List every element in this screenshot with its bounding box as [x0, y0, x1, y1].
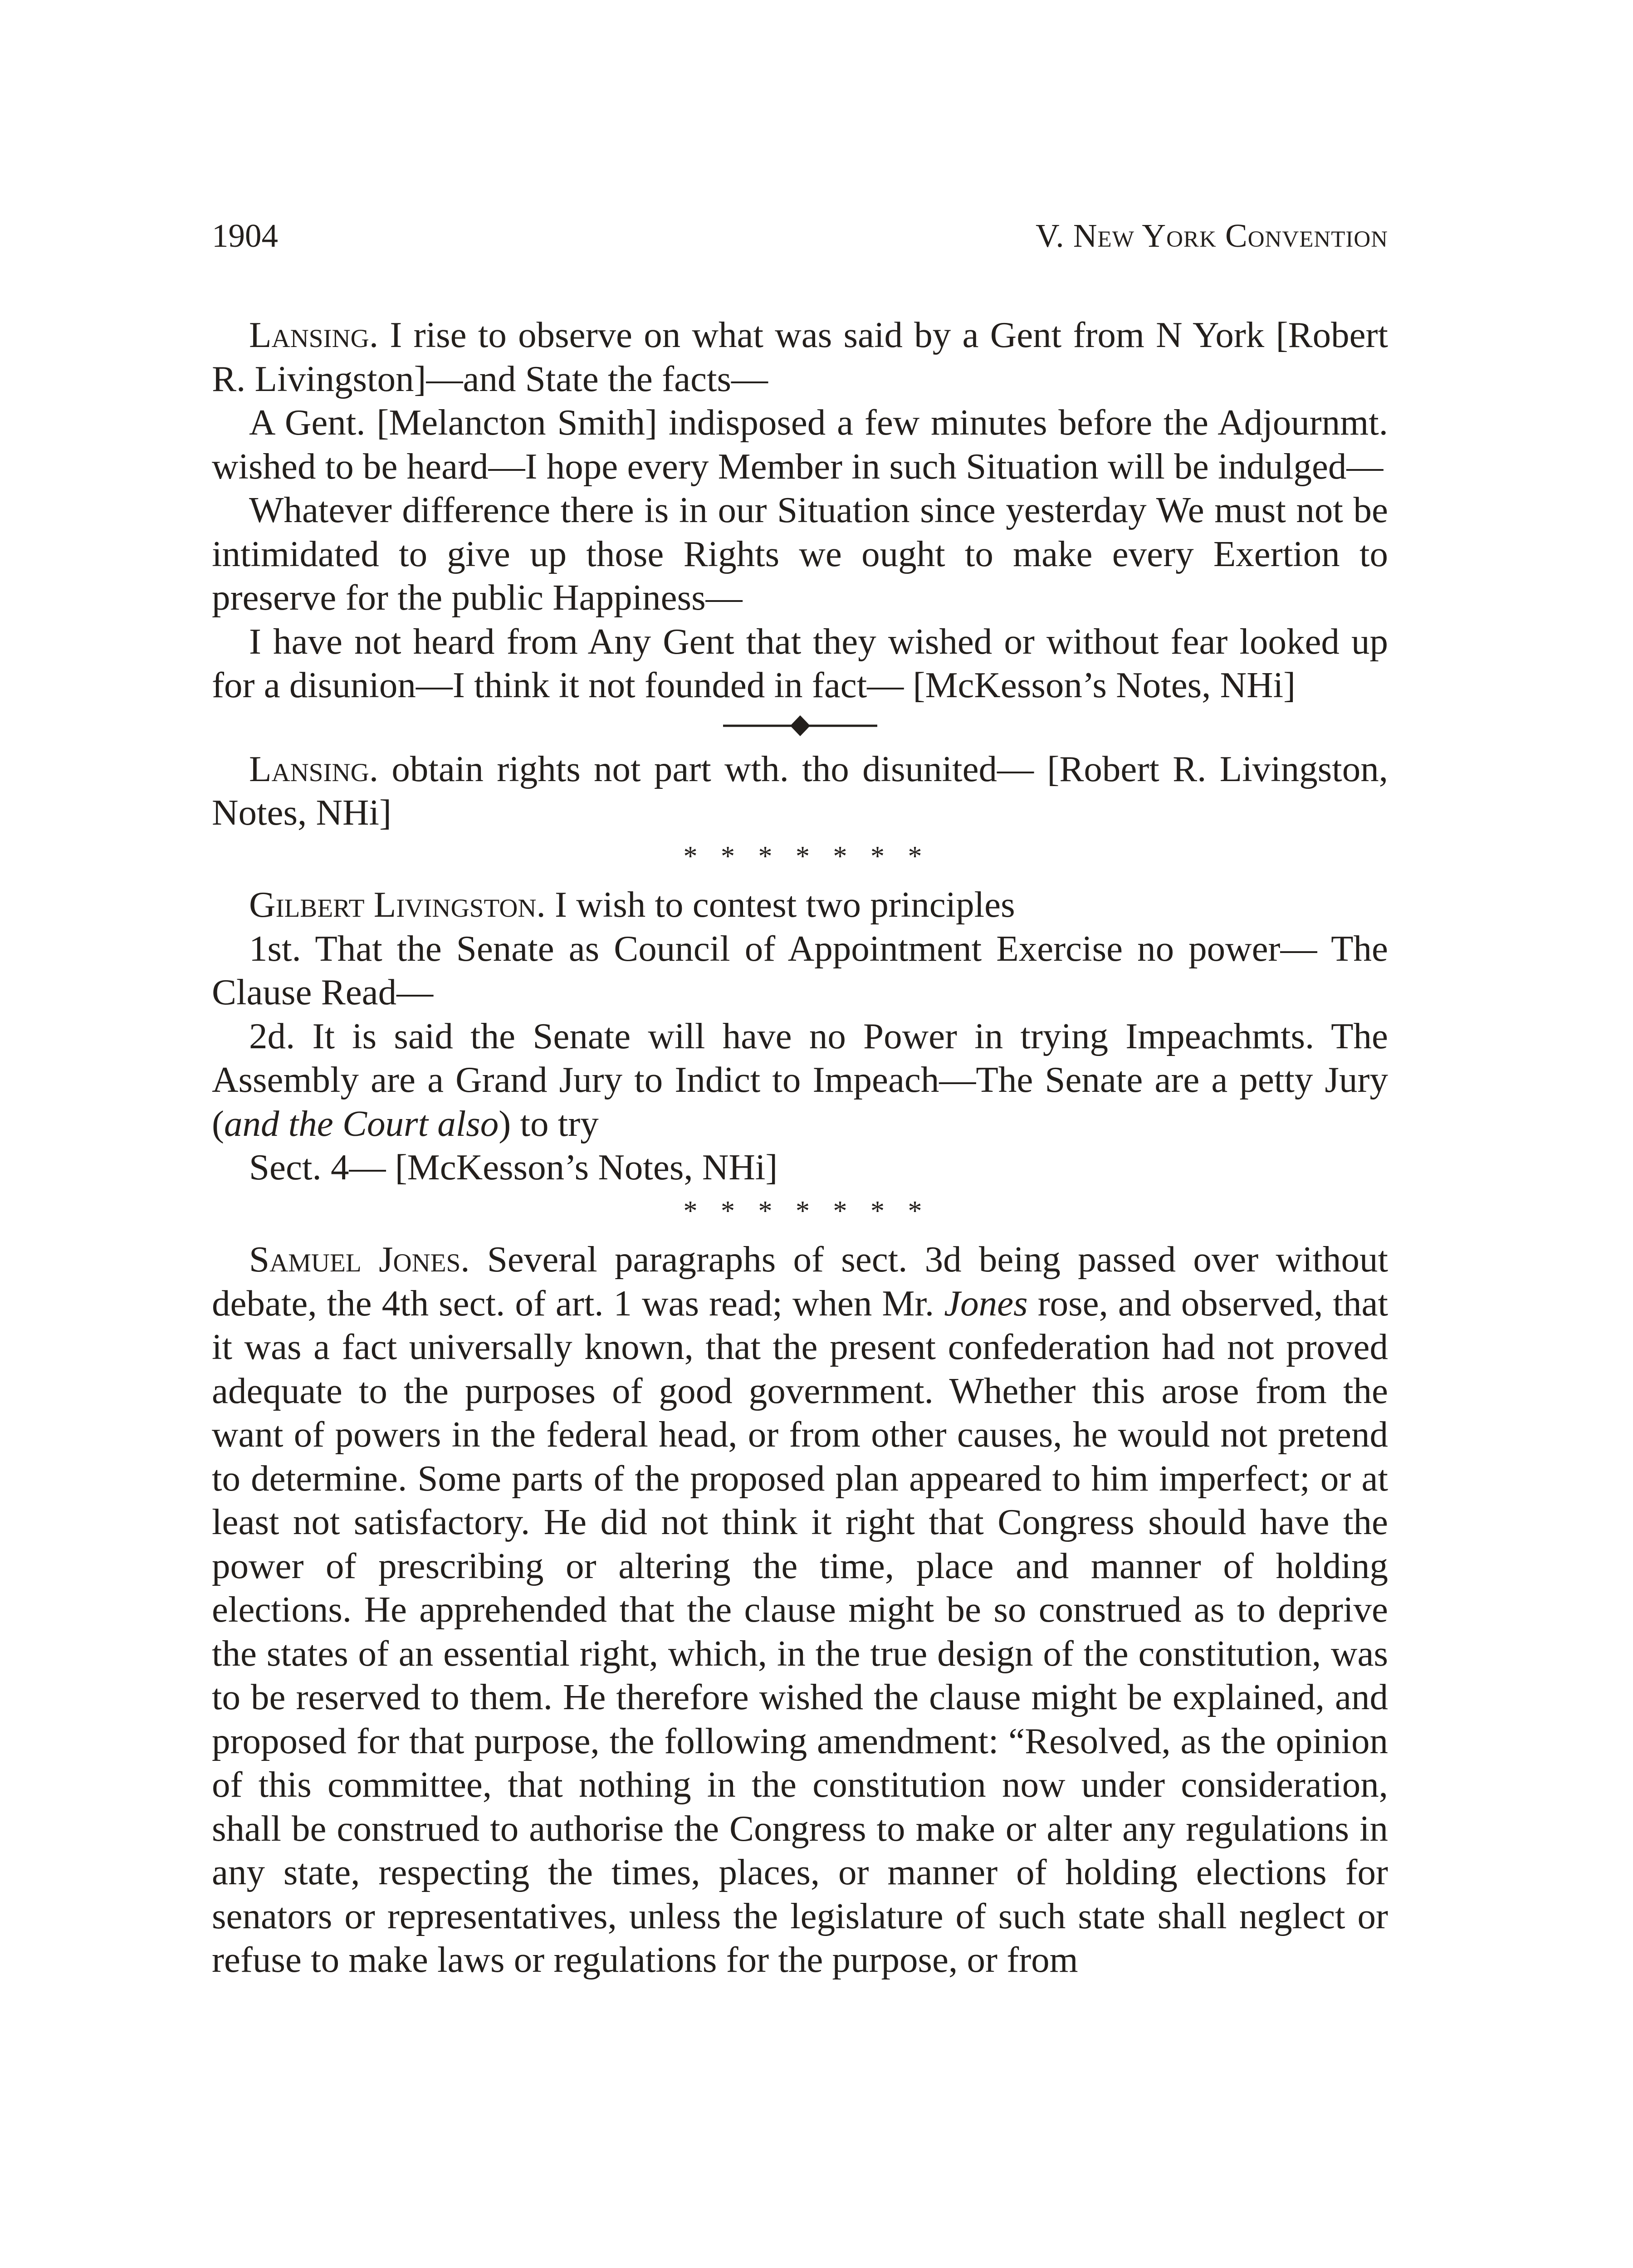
speaker-name: Samuel Jones. — [249, 1239, 470, 1280]
section-separator: * * * * * * * — [683, 841, 930, 872]
section-separator: * * * * * * * — [683, 1195, 930, 1227]
italic-text: Jones — [944, 1282, 1028, 1324]
paragraph: A Gent. [Melancton Smith] indisposed a few minutes before the Adjournmt. wished to be heard—I hope every Member in such Situation will be indulged— — [212, 402, 1388, 487]
paragraph: Samuel Jones. Several paragraphs of sect. 3d being passed over without debate, the 4th sect. of art. 1 was read; when Mr. Jones rose, and observed, that it was a fact universally known, that the present confederation had not proved adequate to the purposes of good government. Whether this arose from the want of powers in the federal head, or from other causes, he would not pretend to determine. Some parts of the proposed plan appeared to him imperfect; or at least not satisfactory. He did not think it right that Congress should have the power of prescribing or altering the time, place and manner of holding elections. He apprehended that the clause might be so construed as to deprive the states of an essential right, which, in the true design of the constitution, was to be reserved to them. He therefore wished the clause might be explained, and proposed for that purpose, the following amendment: “Resolved, as the opinion of this committee, that nothing in the constitution now under consideration, shall be construed to authorise the Congress to make or alter any regulations in any state, respecting the times, places, or manner of holding elections for senators or representatives, unless the legislature of such state shall neglect or refuse to make laws or regulations for the purpose, or from — [212, 1239, 1389, 1980]
paragraph-text: obtain rights not part wth. tho disunited— [Robert R. Livingston, Notes, NHi] — [212, 748, 1389, 833]
speaker-name: Lansing. — [249, 314, 379, 355]
paragraph: 1st. That the Senate as Council of Appointment Exercise no power— The Clause Read— — [212, 928, 1388, 1012]
paragraph: I have not heard from Any Gent that they wished or without fear looked up for a disunion—I think it not founded in fact— [McKesson’s Notes, NHi] — [212, 621, 1388, 705]
speaker-name: Gilbert Livingston. — [249, 884, 546, 925]
paragraph-text: I rise to observe on what was said by a Gent from N York [Robert R. Livingston]—and State the facts— — [212, 314, 1388, 399]
paragraph: Whatever difference there is in our Situation since yesterday We must not be intimidated to give up those Rights we ought to make every Exertion to preserve for the public Happiness— — [212, 489, 1388, 618]
paragraph — [212, 883, 1388, 927]
paragraph — [212, 747, 1388, 835]
paragraph — [212, 313, 1388, 401]
running-head — [212, 213, 1388, 259]
page-number: 1904 — [212, 217, 278, 254]
diamond-rule-icon — [723, 710, 877, 742]
running-title: V. New York Convention — [1036, 217, 1388, 254]
paragraph-text: I wish to contest two principles — [555, 884, 1015, 925]
speaker-name: Lansing. — [249, 748, 379, 789]
italic-text: and the Court also — [224, 1103, 499, 1144]
paragraph: 2d. It is said the Senate will have no Power in trying Impeachmts. The Assembly are a Grand Jury to Indict to Impeach—The Senate are a petty Jury (and the Court also) to try — [212, 1015, 1388, 1144]
page — [212, 213, 1388, 1982]
paragraph: Sect. 4— [McKesson’s Notes, NHi] — [249, 1147, 778, 1188]
page-body — [212, 313, 1388, 1982]
